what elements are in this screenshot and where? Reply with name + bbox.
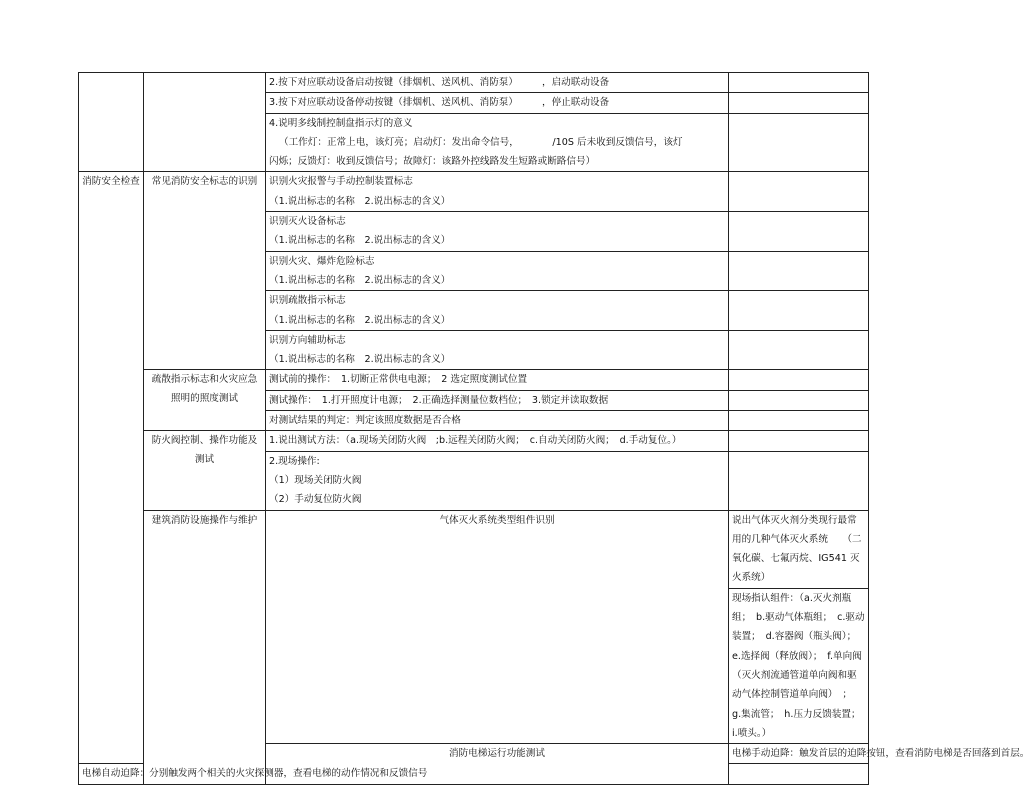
score-cell: [729, 73, 869, 93]
category-label: 消防安全检查: [82, 176, 140, 188]
score-cell: [729, 113, 869, 172]
content-text: 电梯手动迫降：触发首层的迫降按钮，查看消防电梯是否回落到首层。: [732, 748, 1029, 760]
item-label: 气体灭火系统类型组件识别: [439, 514, 555, 526]
item-cell: [144, 370, 266, 431]
score-cell: [729, 93, 869, 113]
content-cell: [729, 510, 869, 588]
content-cell: [266, 73, 729, 93]
category-label: 建筑消防设施操作与维护: [151, 514, 258, 526]
content-text: 现场指认组件：（a.灭火剂瓶组； b.驱动气体瓶组； c.驱动装置； d.容器阀（瓶头阀）； e.选择阀（释放阀）； f.单向阀（灭火剂流通管道单向阀和驱动气体控制管道单向阀） ； g.集流管； h.压力反馈装置； i.喷头。）: [732, 592, 866, 739]
content-text: 识别疏散指示标志: [269, 295, 346, 307]
table-row: [79, 370, 869, 390]
table-row: [79, 73, 869, 93]
table-row: [79, 431, 869, 451]
assessment-table: [78, 72, 1029, 785]
content-text: （1.说出标志的名称 2.说出标志的含义）: [269, 314, 451, 326]
content-text: 识别火灾、爆炸危险标志: [269, 255, 375, 267]
content-cell: [266, 212, 729, 252]
table-row: [79, 510, 869, 588]
content-cell: [729, 744, 1029, 764]
content-cell: [266, 172, 729, 212]
table-row: [79, 172, 869, 212]
content-cell: [266, 330, 729, 370]
score-cell: [729, 451, 869, 510]
content-text: （2）手动复位防火阀: [269, 494, 362, 506]
content-text: 闪烁；反馈灯：收到反馈信号；故障灯：该路外控线路发生短路或断路信号）: [269, 156, 596, 168]
content-text: （1.说出标志的名称 2.说出标志的含义）: [269, 195, 451, 207]
score-cell: [729, 390, 869, 410]
score-cell: [729, 172, 869, 212]
content-text: 2.按下对应联动设备启动按键（排烟机、送风机、消防泵） ，启动联动设备: [269, 77, 610, 88]
item-cell: [144, 431, 266, 510]
content-text: 识别方向辅助标志: [269, 334, 346, 346]
score-cell: [729, 370, 869, 390]
score-cell: [729, 764, 869, 784]
content-cell: [266, 451, 729, 510]
content-cell: [729, 588, 869, 743]
score-cell: [729, 291, 869, 331]
content-text: 测试前的操作： 1.切断正常供电电源； 2 选定照度测试位置: [269, 374, 528, 386]
item-cell-empty: [144, 73, 266, 172]
category-cell: [79, 172, 144, 764]
score-cell: [729, 330, 869, 370]
content-text: 识别灭火设备标志: [269, 216, 346, 228]
content-cell: [266, 113, 729, 172]
content-text: （工作灯：正常上电，该灯亮；启动灯：发出命令信号， /10S 后未收到反馈信号，该灯: [279, 136, 683, 148]
category-cell: [144, 510, 266, 784]
content-text: 对测试结果的判定：判定该照度数据是否合格: [269, 415, 461, 427]
content-text: 说出气体灭火剂分类现行最常用的几种气体灭火系统 （二氧化碳、七氟丙烷、IG541 灭火系统）: [732, 514, 862, 584]
category-cell-empty: [79, 73, 144, 172]
item-label: 消防电梯运行功能测试: [449, 748, 545, 760]
content-text: 2.现场操作:: [269, 455, 320, 467]
score-cell: [729, 411, 869, 431]
content-text: （1.说出标志的名称 2.说出标志的含义）: [269, 274, 451, 286]
content-cell: [266, 390, 729, 410]
content-text: （1.说出标志的名称 2.说出标志的含义）: [269, 354, 451, 366]
item-cell: [144, 172, 266, 370]
content-cell: [266, 291, 729, 331]
content-cell: [79, 764, 428, 784]
content-cell: [266, 370, 729, 390]
score-cell: [729, 251, 869, 291]
item-label: 疏散指示标志和火灾应急照明的照度测试: [151, 374, 258, 405]
content-text: 测试操作： 1.打开照度计电源； 2.正确选择测量位数档位； 3.锁定并读取数据: [269, 394, 609, 406]
content-text: （1.说出标志的名称 2.说出标志的含义）: [269, 235, 451, 247]
content-text: 电梯自动迫降：分别触发两个相关的火灾探测器，查看电梯的动作情况和反馈信号: [82, 768, 428, 780]
content-cell: [266, 431, 729, 451]
content-cell: [266, 251, 729, 291]
content-text: 识别火灾报警与手动控制装置标志: [269, 176, 413, 188]
content-text: 4.说明多线制控制盘指示灯的意义: [269, 117, 413, 129]
item-label: 防火阀控制、操作功能及测试: [151, 435, 258, 466]
score-cell: [729, 431, 869, 451]
item-label: 常见消防安全标志的识别: [151, 176, 258, 188]
content-text: 3.按下对应联动设备停动按键（排烟机、送风机、消防泵） ，停止联动设备: [269, 97, 610, 109]
content-text: 1.说出测试方法：（a.现场关闭防火阀 ;b.远程关闭防火阀； c.自动关闭防火阀； d.手动复位。）: [269, 435, 682, 447]
score-cell: [729, 212, 869, 252]
content-text: （1）现场关闭防火阀: [269, 474, 362, 486]
item-cell: [266, 510, 729, 744]
content-cell: [266, 93, 729, 113]
content-cell: [266, 411, 729, 431]
